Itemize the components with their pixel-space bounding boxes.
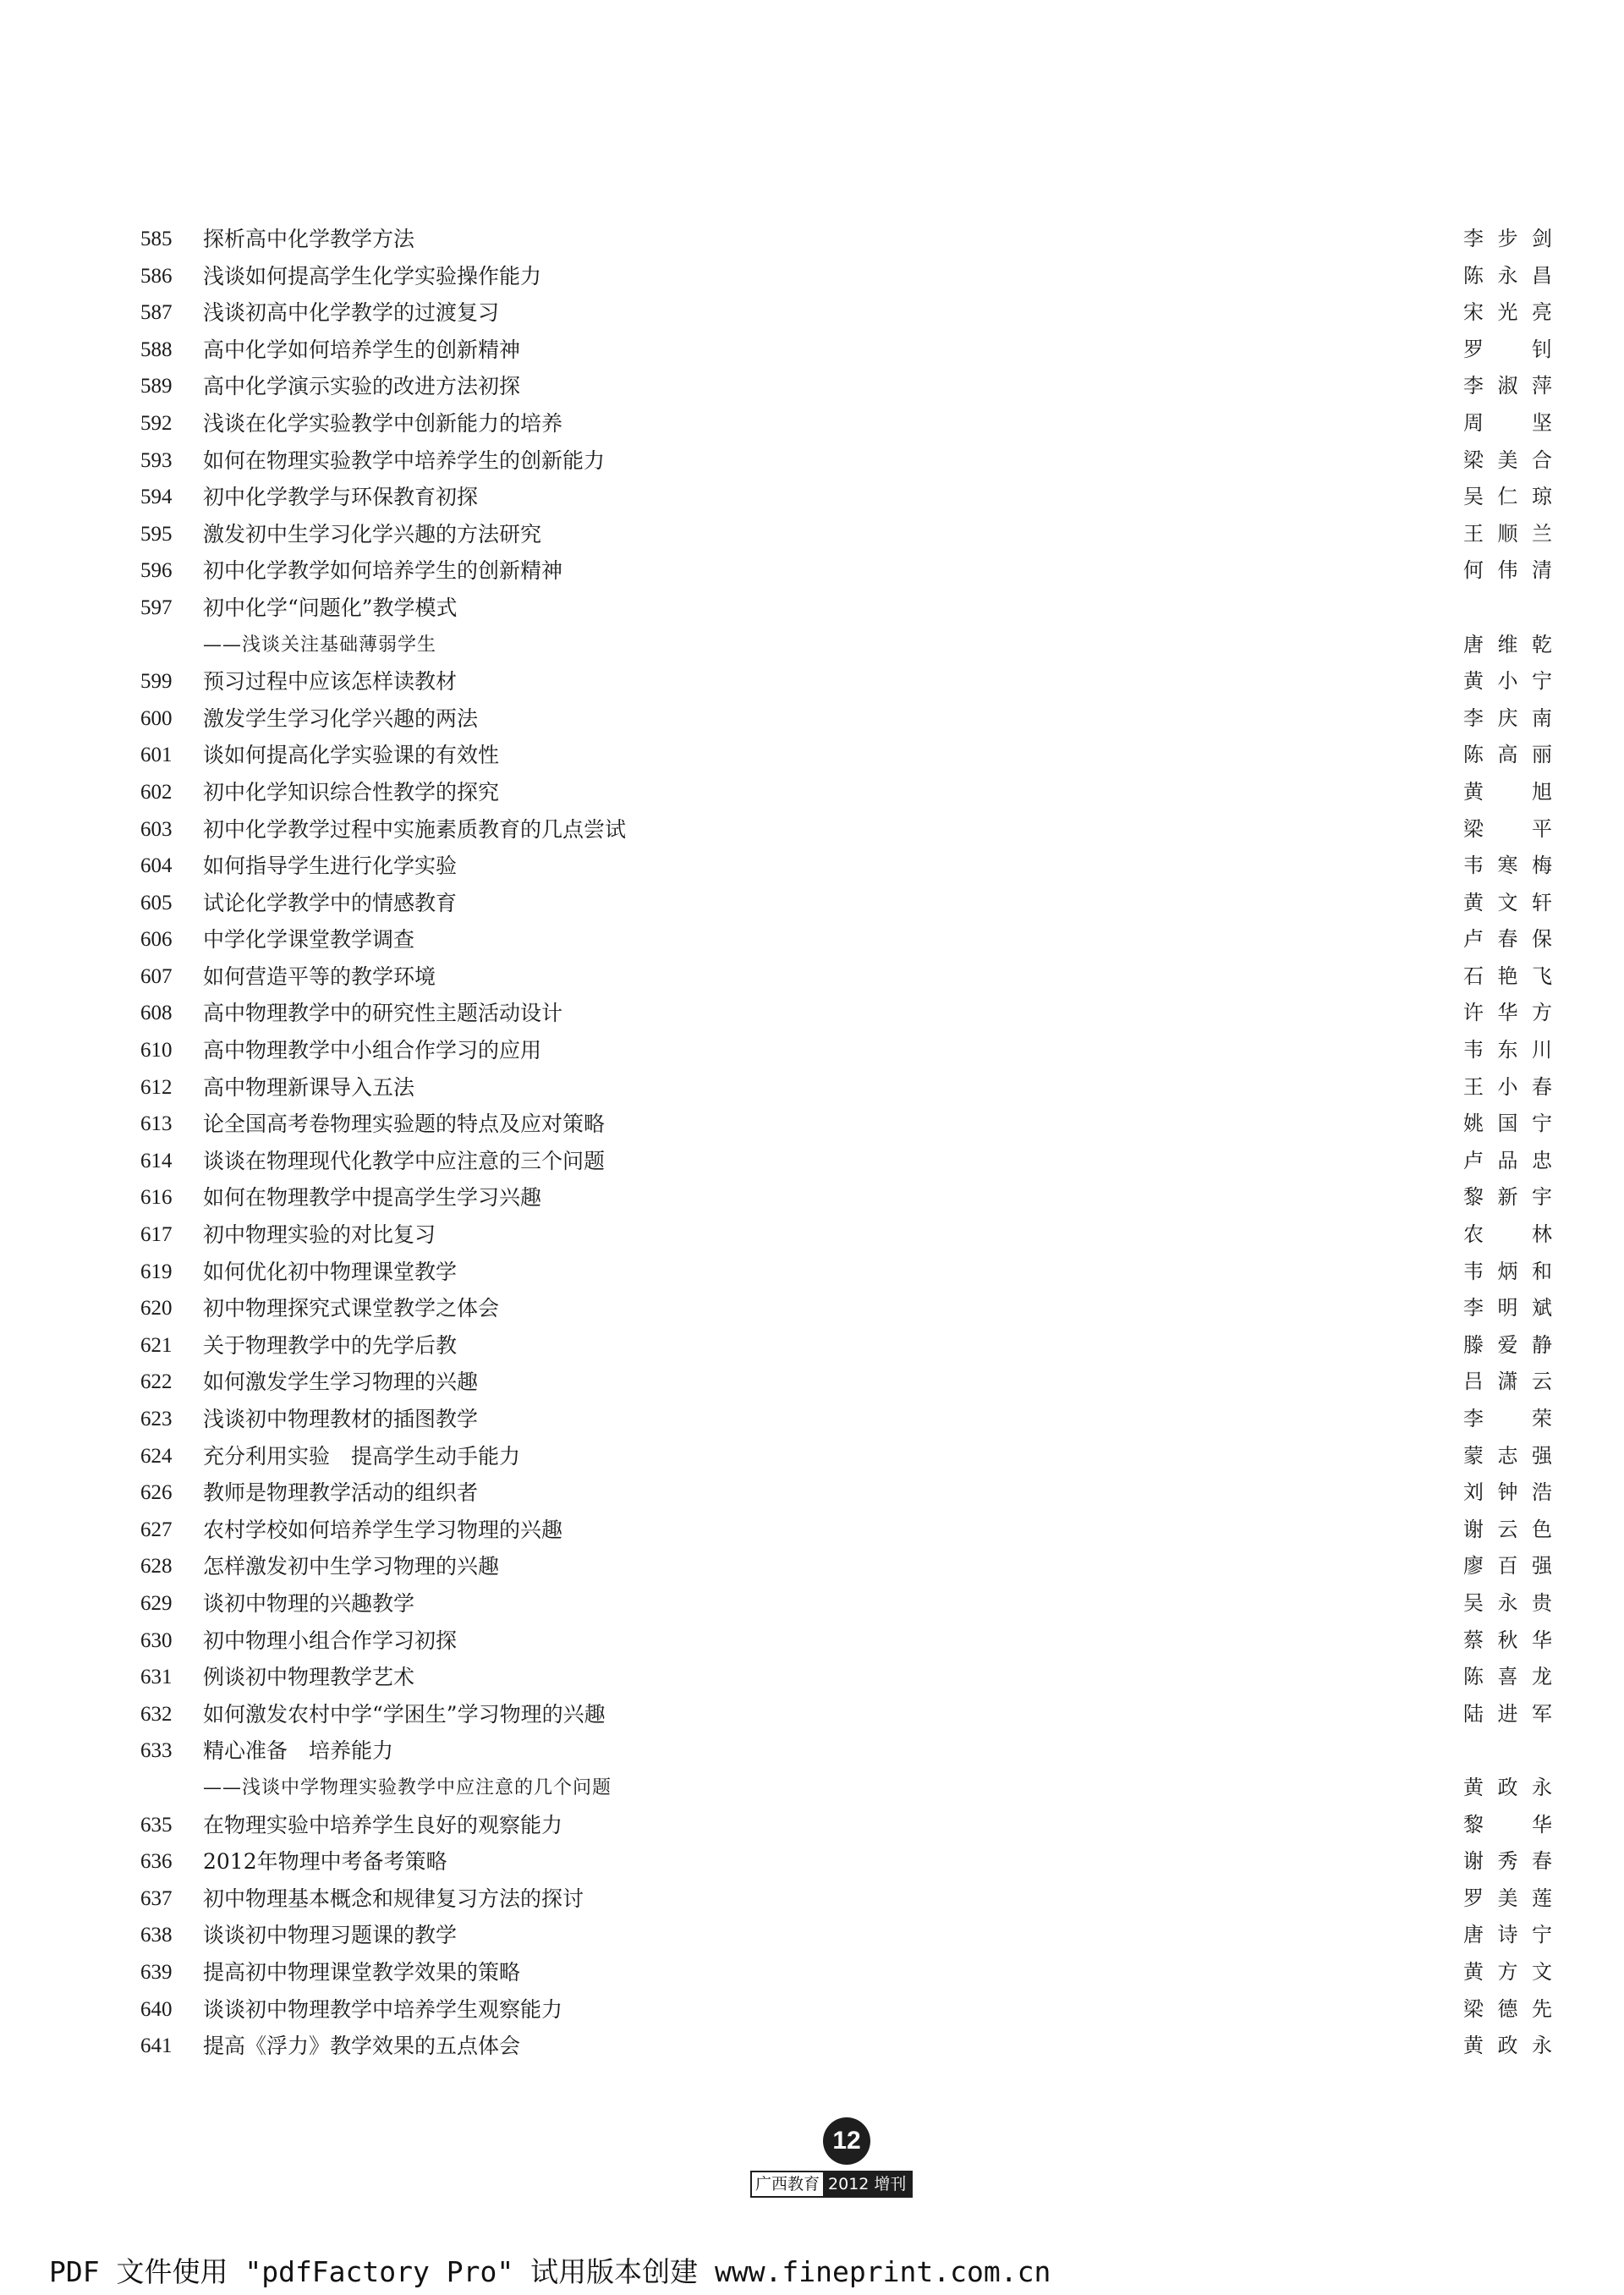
entry-title: 谈如何提高化学实验课的有效性: [203, 743, 500, 768]
entry-author: 黄政永: [1463, 1775, 1552, 1799]
toc-entry: [0, 1364, 1624, 1401]
entry-title: 谈谈初中物理习题课的教学: [203, 1923, 458, 1948]
toc-entry: [0, 442, 1624, 480]
entry-page-number: 619: [140, 1260, 173, 1283]
entry-title: 如何营造平等的教学环境: [203, 964, 436, 989]
page-number-badge: 12: [823, 2117, 870, 2165]
entry-title: 提高《浮力》教学效果的五点体会: [203, 2034, 521, 2059]
entry-title: 教师是物理教学活动的组织者: [203, 1480, 479, 1506]
entry-author: 梁 平: [1463, 816, 1552, 841]
entry-title: 初中物理小组合作学习初探: [203, 1628, 458, 1653]
entry-author: 梁美合: [1463, 447, 1552, 472]
entry-author: 吕潇云: [1463, 1370, 1552, 1394]
entry-author: 蔡秋华: [1463, 1628, 1552, 1652]
toc-entry: [0, 958, 1624, 996]
entry-page-number: 633: [140, 1739, 173, 1763]
toc-entry: [0, 885, 1624, 922]
entry-page-number: 617: [140, 1223, 173, 1247]
entry-page-number: 605: [140, 891, 173, 914]
entry-author: 陈喜龙: [1463, 1665, 1552, 1689]
entry-subtitle: ——浅谈关注基础薄弱学生: [203, 634, 437, 656]
toc-entry: [0, 1917, 1624, 1954]
entry-page-number: 612: [140, 1075, 173, 1099]
entry-title: 谈谈初中物理教学中培养学生观察能力: [203, 1996, 563, 2022]
toc-entry: [0, 1548, 1624, 1585]
entry-page-number: 632: [140, 1702, 173, 1726]
entry-title: 精心准备 培养能力: [203, 1738, 394, 1764]
entry-title: 谈初中物理的兴趣教学: [203, 1590, 415, 1616]
entry-title: 初中物理探究式课堂教学之体会: [203, 1296, 500, 1321]
toc-entry: [0, 1474, 1624, 1512]
entry-author: 黄小宁: [1463, 669, 1552, 694]
pdf-watermark: PDF 文件使用 "pdfFactory Pro" 试用版本创建 www.fineprint.com.cn: [49, 2255, 1051, 2288]
entry-author: 许华方: [1463, 1001, 1552, 1025]
entry-title: 高中化学如何培养学生的创新精神: [203, 337, 521, 362]
entry-title: 高中物理教学中的研究性主题活动设计: [203, 1001, 563, 1026]
entry-title: 关于物理教学中的先学后教: [203, 1332, 458, 1358]
entry-author: 姚国宁: [1463, 1112, 1552, 1136]
entry-author: 刘钟浩: [1463, 1480, 1552, 1505]
entry-title: 初中化学“问题化”教学模式: [203, 595, 458, 620]
entry-page-number: 601: [140, 744, 173, 767]
entry-author: 陈高丽: [1463, 743, 1552, 767]
toc-entry: [0, 1991, 1624, 2029]
entry-author: 卢品忠: [1463, 1148, 1552, 1172]
entry-author: 李庆南: [1463, 706, 1552, 730]
toc-entry: [0, 294, 1624, 332]
entry-page-number: 629: [140, 1591, 173, 1615]
entry-page-number: 587: [140, 301, 173, 325]
table-of-contents: [0, 221, 1624, 2065]
toc-entry: [0, 1954, 1624, 1991]
entry-page-number: 631: [140, 1666, 173, 1689]
entry-title: 谈谈在物理现代化教学中应注意的三个问题: [203, 1148, 606, 1173]
entry-page-number: 594: [140, 486, 173, 509]
entry-author: 唐诗宁: [1463, 1923, 1552, 1947]
entry-author: 陈永昌: [1463, 263, 1552, 288]
toc-entry: [0, 1807, 1624, 1844]
entry-page-number: 630: [140, 1628, 173, 1652]
entry-title: 浅谈在化学实验教学中创新能力的培养: [203, 410, 563, 436]
entry-author: 谢秀春: [1463, 1849, 1552, 1874]
entry-page-number: 588: [140, 338, 173, 361]
entry-author: 李步剑: [1463, 227, 1552, 250]
entry-title: 提高初中物理课堂教学效果的策略: [203, 1959, 521, 1985]
toc-entry: [0, 1512, 1624, 1549]
entry-author: 李明斌: [1463, 1296, 1552, 1320]
entry-page-number: 597: [140, 596, 173, 619]
entry-title: 浅谈初高中化学教学的过渡复习: [203, 300, 500, 326]
entry-author: 陆进军: [1463, 1701, 1552, 1726]
entry-page-number: 635: [140, 1813, 173, 1837]
entry-page-number: 610: [140, 1039, 173, 1062]
toc-entry: [0, 663, 1624, 700]
entry-title: 高中物理新课导入五法: [203, 1074, 415, 1100]
toc-entry: [0, 590, 1624, 627]
toc-entry: [0, 1254, 1624, 1291]
entry-title: 例谈初中物理教学艺术: [203, 1665, 415, 1690]
toc-entry: [0, 737, 1624, 774]
entry-author: 黄方文: [1463, 1959, 1552, 1984]
toc-entry: [0, 811, 1624, 848]
toc-entry: [0, 516, 1624, 553]
entry-author: 宋光亮: [1463, 300, 1552, 325]
toc-entry: [0, 1069, 1624, 1106]
entry-title: 探析高中化学教学方法: [203, 227, 415, 251]
entry-page-number: 608: [140, 1002, 173, 1025]
toc-entry: [0, 848, 1624, 885]
entry-author: 黎新宇: [1463, 1185, 1552, 1210]
toc-entry: [0, 258, 1624, 295]
entry-author: 吴仁琼: [1463, 485, 1552, 509]
entry-title: 激发学生学习化学兴趣的两法: [203, 706, 479, 731]
toc-entry: [0, 1143, 1624, 1180]
entry-author: 石艳飞: [1463, 964, 1552, 988]
entry-title: 在物理实验中培养学生良好的观察能力: [203, 1812, 563, 1837]
toc-entry: [0, 2028, 1624, 2065]
entry-title: 论全国高考卷物理实验题的特点及应对策略: [203, 1112, 606, 1137]
toc-entry: [0, 1585, 1624, 1622]
entry-page-number: 641: [140, 2034, 173, 2058]
entry-title: 初中物理实验的对比复习: [203, 1222, 436, 1248]
entry-title: 初中化学知识综合性教学的探究: [203, 779, 500, 804]
entry-page-number: 595: [140, 522, 173, 546]
entry-author: 吴永贵: [1463, 1590, 1552, 1615]
entry-page-number: 596: [140, 559, 173, 583]
entry-author: 王小春: [1463, 1074, 1552, 1099]
entry-title: 浅谈如何提高学生化学实验操作能力: [203, 263, 542, 288]
entry-page-number: 627: [140, 1518, 173, 1541]
entry-title: 中学化学课堂教学调查: [203, 927, 415, 953]
toc-entry: [0, 221, 1624, 258]
entry-title: 浅谈初中物理教材的插图教学: [203, 1407, 479, 1431]
entry-page-number: 585: [140, 228, 173, 250]
entry-title: 2012年物理中考备考策略: [203, 1849, 447, 1875]
entry-page-number: 586: [140, 264, 173, 288]
entry-title: 充分利用实验 提高学生动手能力: [203, 1443, 521, 1469]
entry-title: 初中化学教学如何培养学生的创新精神: [203, 558, 563, 584]
toc-entry: [0, 1843, 1624, 1880]
entry-title: 如何优化初中物理课堂教学: [203, 1259, 458, 1284]
entry-page-number: 614: [140, 1149, 173, 1172]
toc-entry: [0, 700, 1624, 738]
toc-entry: [0, 627, 1624, 664]
entry-page-number: 599: [140, 670, 173, 694]
toc-entry: [0, 405, 1624, 442]
entry-title: 如何指导学生进行化学实验: [203, 854, 458, 879]
entry-page-number: 639: [140, 1960, 173, 1984]
entry-author: 周 坚: [1463, 410, 1552, 435]
entry-page-number: 593: [140, 448, 173, 472]
entry-title: 如何激发农村中学“学困生”学习物理的兴趣: [203, 1701, 606, 1727]
entry-author: 韦寒梅: [1463, 854, 1552, 878]
entry-page-number: 638: [140, 1924, 173, 1947]
toc-entry: [0, 1216, 1624, 1254]
toc-entry: [0, 479, 1624, 516]
entry-page-number: 592: [140, 411, 173, 435]
toc-entry: [0, 1770, 1624, 1807]
toc-entry: [0, 1696, 1624, 1733]
entry-title: 怎样激发初中生学习物理的兴趣: [203, 1554, 500, 1579]
entry-page-number: 616: [140, 1186, 173, 1210]
entry-title: 如何在物理实验教学中培养学生的创新能力: [203, 447, 606, 473]
entry-author: 黄 旭: [1463, 779, 1552, 804]
journal-name: 广西教育: [752, 2172, 823, 2196]
entry-author: 唐维乾: [1463, 632, 1552, 656]
toc-entry: [0, 1622, 1624, 1660]
entry-page-number: 607: [140, 964, 173, 988]
entry-author: 罗美莲: [1463, 1886, 1552, 1910]
entry-page-number: 620: [140, 1297, 173, 1320]
toc-entry: [0, 1438, 1624, 1475]
entry-title: 初中化学教学过程中实施素质教育的几点尝试: [203, 816, 627, 842]
entry-author: 王顺兰: [1463, 521, 1552, 546]
entry-title: 初中化学教学与环保教育初探: [203, 485, 479, 510]
entry-title: 试论化学教学中的情感教育: [203, 890, 458, 915]
entry-author: 农 林: [1463, 1222, 1552, 1247]
toc-entry: [0, 1106, 1624, 1143]
entry-title: 如何激发学生学习物理的兴趣: [203, 1370, 479, 1395]
entry-author: 黄文轩: [1463, 890, 1552, 914]
toc-entry: [0, 332, 1624, 369]
entry-page-number: 600: [140, 706, 173, 730]
entry-page-number: 622: [140, 1370, 173, 1394]
entry-subtitle: ——浅谈中学物理实验教学中应注意的几个问题: [203, 1776, 612, 1798]
entry-title: 如何在物理教学中提高学生学习兴趣: [203, 1185, 542, 1211]
entry-author: 黎 华: [1463, 1812, 1552, 1837]
toc-entry: [0, 1032, 1624, 1069]
entry-author: 蒙志强: [1463, 1443, 1552, 1468]
entry-title: 初中物理基本概念和规律复习方法的探讨: [203, 1886, 584, 1911]
entry-author: 谢云色: [1463, 1517, 1552, 1541]
entry-title: 高中化学演示实验的改进方法初探: [203, 374, 521, 399]
toc-entry: [0, 1732, 1624, 1770]
entry-page-number: 621: [140, 1333, 173, 1357]
entry-title: 激发初中生学习化学兴趣的方法研究: [203, 521, 542, 546]
entry-author: 黄政永: [1463, 2034, 1552, 2058]
entry-author: 李淑萍: [1463, 374, 1552, 398]
entry-page-number: 603: [140, 817, 173, 841]
toc-entry: [0, 1290, 1624, 1327]
entry-page-number: 636: [140, 1850, 173, 1874]
entry-page-number: 606: [140, 928, 173, 952]
journal-issue: 2012 增刊: [823, 2172, 911, 2196]
toc-entry: [0, 995, 1624, 1032]
entry-page-number: 628: [140, 1555, 173, 1578]
toc-entry: [0, 921, 1624, 958]
toc-entry: [0, 1880, 1624, 1918]
toc-entry: [0, 1401, 1624, 1438]
toc-entry: [0, 774, 1624, 811]
entry-page-number: 624: [140, 1444, 173, 1468]
toc-entry: [0, 552, 1624, 590]
entry-author: 滕爱静: [1463, 1332, 1552, 1357]
entry-author: 廖百强: [1463, 1554, 1552, 1578]
entry-title: 预习过程中应该怎样读教材: [203, 669, 458, 695]
entry-title: 高中物理教学中小组合作学习的应用: [203, 1038, 542, 1063]
entry-page-number: 613: [140, 1112, 173, 1136]
journal-label: [750, 2171, 913, 2198]
toc-entry: [0, 1327, 1624, 1364]
entry-page-number: 602: [140, 780, 173, 804]
entry-author: 李 荣: [1463, 1407, 1552, 1430]
entry-page-number: 626: [140, 1481, 173, 1505]
toc-entry: [0, 1659, 1624, 1696]
entry-page-number: 589: [140, 375, 173, 398]
entry-title: 农村学校如何培养学生学习物理的兴趣: [203, 1517, 563, 1542]
entry-author: 何伟清: [1463, 558, 1552, 583]
entry-page-number: 623: [140, 1408, 173, 1430]
entry-page-number: 604: [140, 854, 173, 878]
entry-page-number: 637: [140, 1886, 173, 1910]
entry-author: 韦炳和: [1463, 1259, 1552, 1283]
toc-entry: [0, 1179, 1624, 1216]
toc-entry: [0, 368, 1624, 405]
entry-author: 韦东川: [1463, 1038, 1552, 1062]
entry-page-number: 640: [140, 1997, 173, 2021]
entry-author: 罗 钊: [1463, 337, 1552, 361]
entry-author: 卢春保: [1463, 927, 1552, 952]
entry-author: 梁德先: [1463, 1996, 1552, 2021]
